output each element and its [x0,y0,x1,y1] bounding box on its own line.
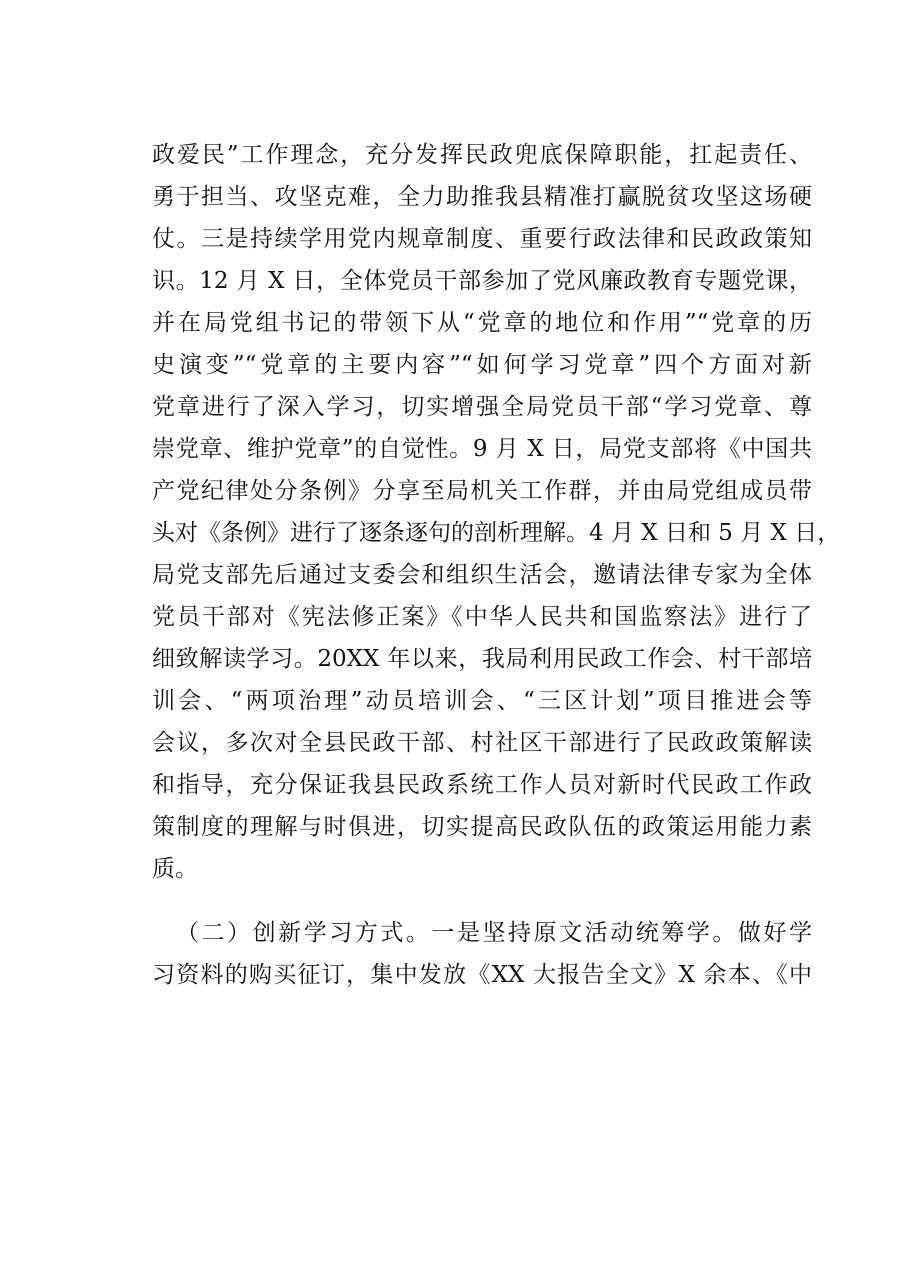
text-line: 训会、“两项治理”动员培训会、“三区计划”项目推进会等 [152,688,812,714]
text-line: 质。 [152,856,198,882]
text-line: 习资料的购买征订，集中发放《XX 大报告全文》X 余本、《中 [152,962,812,988]
text-line: 仗。三是持续学用党内规章制度、重要行政法律和民政政策知 [152,226,812,252]
section-heading-line: （二）创新学习方式。一是坚持原文活动统筹学。做好学 [176,920,812,946]
paragraph-body [152,134,841,890]
text-line: 党章进行了深入学习，切实增强全局党员干部“学习党章、尊 [152,394,812,420]
paragraph-body [152,912,812,996]
text-line: 策制度的理解与时俱进，切实提高民政队伍的政策运用能力素 [152,814,812,840]
text-line: 勇于担当、攻坚克难，全力助推我县精准打赢脱贫攻坚这场硬 [152,184,812,210]
text-line: 识。12 月 X 日，全体党员干部参加了党风廉政教育专题党课， [152,268,812,294]
text-line: 政爱民”工作理念，充分发挥民政兜底保障职能，扛起责任、 [152,142,812,168]
text-line: 史演变”“党章的主要内容”“如何学习党章”四个方面对新 [152,352,812,378]
text-line: 头对《条例》进行了逐条逐句的剖析理解。4 月 X 日和 5 月 X 日， [152,520,841,546]
text-line: 和指导，充分保证我县民政系统工作人员对新时代民政工作政 [152,772,812,798]
text-line: 并在局党组书记的带领下从“党章的地位和作用”“党章的历 [152,310,812,336]
text-line: 产党纪律处分条例》分享至局机关工作群，并由局党组成员带 [152,478,812,504]
text-line: 崇党章、维护党章”的自觉性。9 月 X 日，局党支部将《中国共 [152,436,812,462]
text-line: 党员干部对《宪法修正案》《中华人民共和国监察法》进行了 [152,604,812,630]
text-line: 局党支部先后通过支委会和组织生活会，邀请法律专家为全体 [152,562,812,588]
text-line: 会议，多次对全县民政干部、村社区干部进行了民政政策解读 [152,730,812,756]
text-line: 细致解读学习。20XX 年以来，我局利用民政工作会、村干部培 [152,646,812,672]
